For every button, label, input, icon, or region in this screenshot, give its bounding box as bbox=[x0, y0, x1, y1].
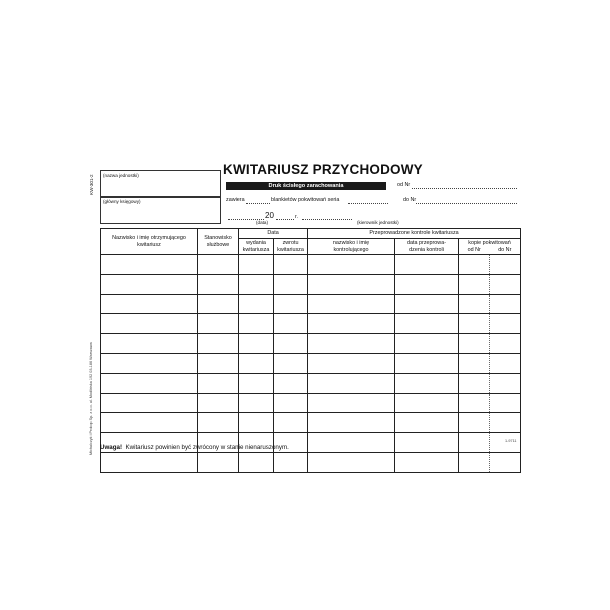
table-row bbox=[101, 452, 521, 472]
table-cell[interactable] bbox=[101, 274, 198, 294]
table-cell[interactable] bbox=[308, 314, 395, 334]
table-cell[interactable] bbox=[395, 452, 459, 472]
table-cell[interactable] bbox=[308, 255, 395, 275]
manager-caption: (kierownik jednostki) bbox=[357, 220, 399, 225]
table-cell[interactable] bbox=[198, 314, 239, 334]
table-cell[interactable] bbox=[198, 373, 239, 393]
table-row bbox=[101, 294, 521, 314]
zawiera-field[interactable] bbox=[246, 203, 270, 204]
table-cell[interactable] bbox=[395, 314, 459, 334]
table-cell[interactable] bbox=[395, 334, 459, 354]
table-cell[interactable] bbox=[490, 452, 521, 472]
date-caption: (data) bbox=[256, 220, 269, 225]
do-nr-label: do Nr bbox=[403, 197, 417, 203]
table-cell[interactable] bbox=[198, 393, 239, 413]
table-cell[interactable] bbox=[274, 452, 308, 472]
table-cell[interactable] bbox=[239, 452, 274, 472]
table-cell[interactable] bbox=[274, 294, 308, 314]
year-suffix: r. bbox=[295, 214, 298, 220]
header-name: Nazwisko i imię otrzymującego kwitariusz bbox=[101, 229, 198, 255]
table-row bbox=[101, 274, 521, 294]
table-cell[interactable] bbox=[395, 433, 459, 453]
table-cell[interactable] bbox=[239, 314, 274, 334]
table-cell[interactable] bbox=[308, 452, 395, 472]
footer-warning-text: Kwitariusz powinien być zwrócony w stanie nienaruszonym. bbox=[125, 444, 289, 451]
table-cell[interactable] bbox=[395, 294, 459, 314]
header-od-nr: od Nr bbox=[459, 247, 490, 255]
table-cell[interactable] bbox=[239, 294, 274, 314]
table-cell[interactable] bbox=[395, 413, 459, 433]
table-cell[interactable] bbox=[308, 433, 395, 453]
receipts-table bbox=[100, 228, 521, 473]
table-cell[interactable] bbox=[395, 393, 459, 413]
accountant-stamp-box[interactable] bbox=[100, 196, 221, 224]
table-cell[interactable] bbox=[239, 255, 274, 275]
table-cell[interactable] bbox=[459, 413, 490, 433]
footer-warning-label: Uwaga! bbox=[100, 444, 123, 451]
table-cell[interactable] bbox=[274, 314, 308, 334]
table-cell[interactable] bbox=[274, 274, 308, 294]
table-cell[interactable] bbox=[395, 274, 459, 294]
table-cell[interactable] bbox=[239, 413, 274, 433]
table-row bbox=[101, 314, 521, 334]
table-cell[interactable] bbox=[274, 334, 308, 354]
table-cell[interactable] bbox=[101, 255, 198, 275]
table-cell[interactable] bbox=[101, 334, 198, 354]
table-cell[interactable] bbox=[308, 334, 395, 354]
table-row bbox=[101, 353, 521, 373]
table-row bbox=[101, 373, 521, 393]
table-cell[interactable] bbox=[274, 393, 308, 413]
table-cell[interactable] bbox=[490, 255, 521, 275]
company-stamp-box[interactable] bbox=[100, 170, 221, 198]
header-kontrolujacy: nazwisko i imię kontrolującego bbox=[308, 239, 395, 255]
form-code: 1-9711 bbox=[505, 439, 517, 443]
table-cell[interactable] bbox=[198, 452, 239, 472]
table-cell[interactable] bbox=[308, 294, 395, 314]
table-cell[interactable] bbox=[490, 334, 521, 354]
table-cell[interactable] bbox=[459, 334, 490, 354]
table-cell[interactable] bbox=[239, 393, 274, 413]
form-subtitle: Druk ścisłego zarachowania bbox=[226, 182, 386, 190]
table-cell[interactable] bbox=[459, 353, 490, 373]
header-controls: Przeprowadzone kontrole kwitariusza bbox=[308, 229, 521, 239]
table-cell[interactable] bbox=[395, 353, 459, 373]
table-cell[interactable] bbox=[274, 255, 308, 275]
table-cell[interactable] bbox=[459, 452, 490, 472]
table-cell[interactable] bbox=[101, 393, 198, 413]
table-cell[interactable] bbox=[239, 334, 274, 354]
table-cell[interactable] bbox=[198, 413, 239, 433]
table-cell[interactable] bbox=[459, 433, 490, 453]
signature-field[interactable] bbox=[302, 219, 352, 220]
table-cell[interactable] bbox=[459, 393, 490, 413]
header-date: Data bbox=[239, 229, 308, 239]
table-cell[interactable] bbox=[198, 255, 239, 275]
table-cell[interactable] bbox=[490, 373, 521, 393]
year-prefix: 20 bbox=[265, 211, 274, 220]
header-wydania: wydania kwitariusza bbox=[239, 239, 274, 255]
side-form-code: KW-301-2 bbox=[89, 174, 94, 195]
table-cell[interactable] bbox=[490, 353, 521, 373]
company-stamp-label: (nazwa jednostki) bbox=[103, 173, 139, 178]
table-cell[interactable] bbox=[198, 294, 239, 314]
table-cell[interactable] bbox=[490, 294, 521, 314]
blankietow-label: blankietów pokwitowań seria bbox=[271, 197, 340, 203]
seria-field[interactable] bbox=[348, 203, 388, 204]
od-nr-field[interactable] bbox=[412, 188, 517, 189]
table-cell[interactable] bbox=[308, 373, 395, 393]
zawiera-label: zawiera bbox=[226, 197, 245, 203]
table-cell[interactable] bbox=[308, 274, 395, 294]
table-cell[interactable] bbox=[459, 294, 490, 314]
form-title: KWITARIUSZ PRZYCHODOWY bbox=[223, 162, 423, 177]
table-cell[interactable] bbox=[239, 274, 274, 294]
table-cell[interactable] bbox=[239, 373, 274, 393]
table-cell[interactable] bbox=[239, 353, 274, 373]
table-cell[interactable] bbox=[459, 274, 490, 294]
table-cell[interactable] bbox=[101, 294, 198, 314]
table-cell[interactable] bbox=[395, 373, 459, 393]
od-nr-label: od Nr bbox=[397, 182, 411, 188]
table-cell[interactable] bbox=[308, 353, 395, 373]
table-cell[interactable] bbox=[274, 353, 308, 373]
header-position: Stanowisko służbowe bbox=[198, 229, 239, 255]
footer-note bbox=[100, 444, 289, 451]
table-cell[interactable] bbox=[274, 413, 308, 433]
table-cell[interactable] bbox=[198, 334, 239, 354]
side-publisher: Michalczyk i Prokop Sp. z o.o. ul. Modlińska 192 03-186 Warszawa bbox=[89, 342, 93, 455]
do-nr-field[interactable] bbox=[416, 203, 517, 204]
table-cell[interactable] bbox=[101, 353, 198, 373]
header-do-nr: do Nr bbox=[490, 247, 521, 255]
table-cell[interactable] bbox=[308, 413, 395, 433]
table-cell[interactable] bbox=[490, 393, 521, 413]
table-body bbox=[101, 255, 521, 473]
table-cell[interactable] bbox=[198, 274, 239, 294]
table-row bbox=[101, 334, 521, 354]
table-cell[interactable] bbox=[490, 314, 521, 334]
table-cell[interactable] bbox=[198, 353, 239, 373]
table-row bbox=[101, 393, 521, 413]
table-cell[interactable] bbox=[459, 255, 490, 275]
table-cell[interactable] bbox=[490, 274, 521, 294]
table-cell[interactable] bbox=[101, 452, 198, 472]
table-cell[interactable] bbox=[490, 413, 521, 433]
table-cell[interactable] bbox=[395, 255, 459, 275]
table-cell[interactable] bbox=[459, 314, 490, 334]
table-cell[interactable] bbox=[101, 373, 198, 393]
table-cell[interactable] bbox=[101, 314, 198, 334]
date-field-right[interactable] bbox=[276, 219, 294, 220]
header-zwrotu: zwrotu kwitariusza bbox=[274, 239, 308, 255]
accountant-stamp-label: (główny księgowy) bbox=[103, 199, 141, 204]
header-kopie: kopie pokwitowań bbox=[459, 239, 521, 247]
table-cell[interactable] bbox=[459, 373, 490, 393]
table-cell[interactable] bbox=[101, 413, 198, 433]
table-row bbox=[101, 255, 521, 275]
header-data-kontroli: data przeprowa-dzenia kontroli bbox=[395, 239, 459, 255]
table-cell[interactable] bbox=[308, 393, 395, 413]
table-row bbox=[101, 413, 521, 433]
table-cell[interactable] bbox=[274, 373, 308, 393]
